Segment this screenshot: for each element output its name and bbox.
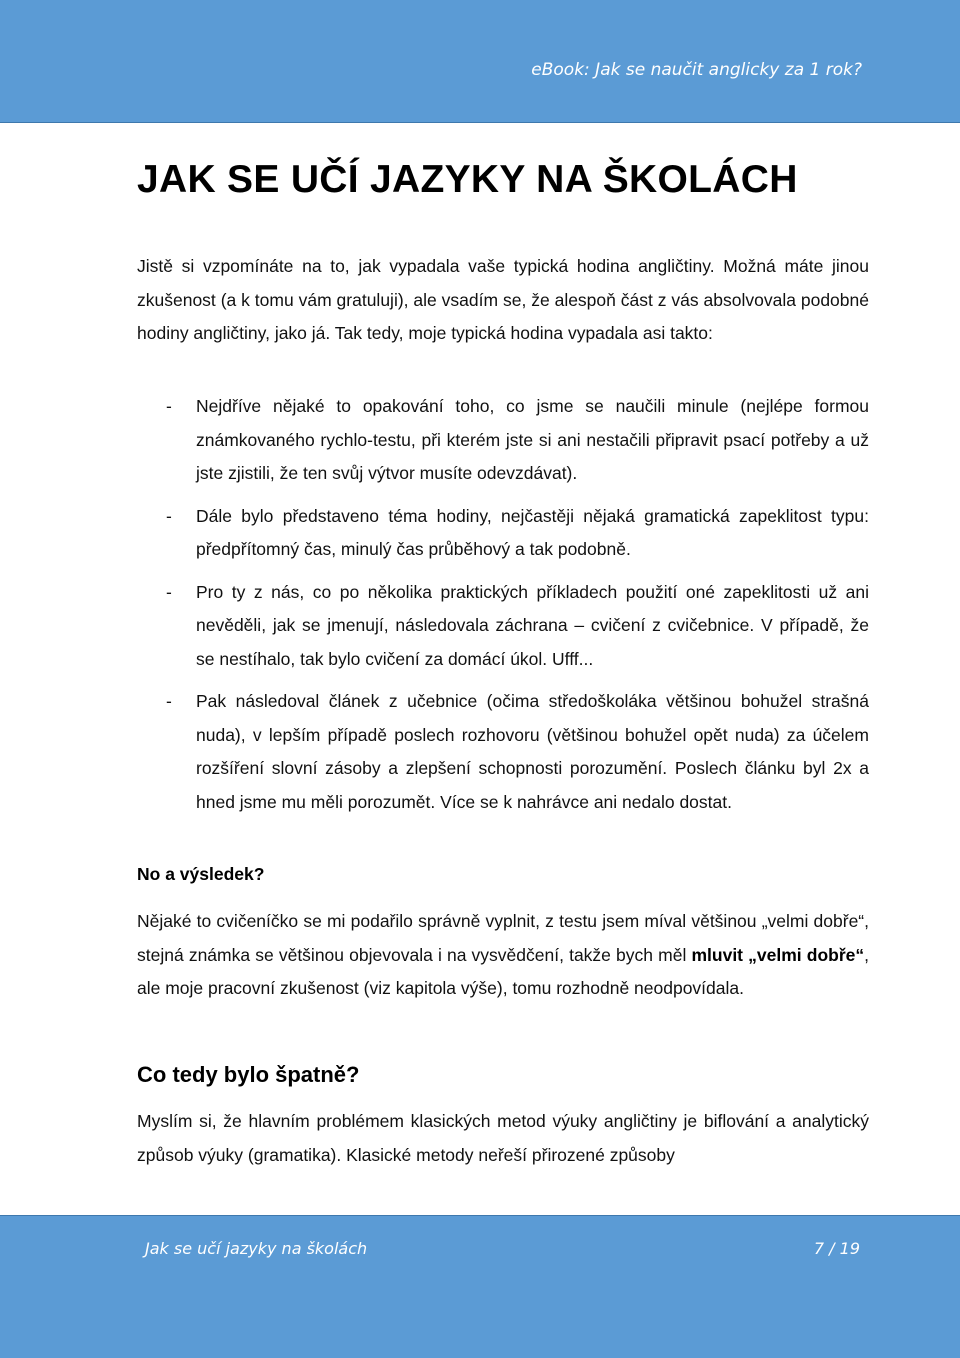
section-heading: Co tedy bylo špatně? <box>137 1062 360 1087</box>
ebook-title: eBook: Jak se naučit anglicky za 1 rok? <box>531 60 862 80</box>
chapter-heading: JAK SE UČÍ JAZYKY NA ŠKOLÁCH <box>137 158 798 201</box>
lesson-steps-list <box>137 390 869 828</box>
list-item-text: Pak následoval článek z učebnice (očima středoškoláka většinou bohužel strašná nuda), v lepším případě poslech rozhovoru (většinou bohužel opět nuda) za účelem rozšíření slovní zásoby a zlepšení schopnosti porozumění. Poslech článku byl 2x a hned jsme mu měli porozumět. Více se k nahrávce ani nedalo dostat. <box>196 691 869 812</box>
list-item <box>137 390 869 491</box>
list-item-text: Dále bylo představeno téma hodiny, nejčastěji nějaká gramatická zapeklitost typu: předpřítomný čas, minulý čas průběhový a tak podobně. <box>196 505 869 559</box>
list-item <box>137 685 869 819</box>
list-item-text: Nejdříve nějaké to opakování toho, co jsme se naučili minule (nejlépe formou známkovaného rychlo-testu, při kterém jste si ani nestačili připravit psací potřeby a už jste zjistili, že ten svůj výtvor musíte odevzdávat). <box>196 396 869 483</box>
bullet-dash: - <box>166 396 172 416</box>
list-item-text: Pro ty z nás, co po několika praktických příkladech použití oné zapeklitosti už ani nevěděli, jak se jmenují, následovala záchrana – cvičení z cvičebnice. V případě, že se nestíhalo, tak bylo cvičení za domácí úkol. Ufff... <box>196 581 869 669</box>
result-text-end: , ale moje pracovní zkušenost (viz kapitola výše), tomu rozhodně neodpovídala. <box>137 944 869 998</box>
page-number: 7 / 19 <box>813 1239 860 1258</box>
result-text-start: Nějaké to cvičeníčko se mi podařilo správně vyplnit, z testu jsem míval většinou „velmi dobře“, stejná známka se většinou objevovala i na vysvědčení, takže bych měl <box>137 911 869 965</box>
bullet-dash: - <box>166 581 172 602</box>
result-heading: No a výsledek? <box>137 864 265 884</box>
result-emphasis: mluvit „velmi dobře“ <box>691 944 865 965</box>
list-item <box>137 576 869 677</box>
bullet-dash: - <box>166 691 172 711</box>
list-item <box>137 500 869 567</box>
footer-chapter-title: Jak se učí jazyky na školách <box>145 1239 368 1258</box>
bullet-dash: - <box>166 505 172 526</box>
intro-paragraph: Jistě si vzpomínáte na to, jak vypadala vaše typická hodina angličtiny. Možná máte jinou zkušenost (a k tomu vám gratuluji), ale vsadím se, že alespoň část z vás absolvovala podobné hodiny angličtiny, jako já. Tak tedy, moje typická hodina vypadala asi takto: <box>137 256 869 343</box>
result-paragraph <box>137 905 869 1006</box>
page-footer <box>0 1215 960 1358</box>
section-paragraph: Myslím si, že hlavním problémem klasických metod výuky angličtiny je biflování a analytický způsob výuky (gramatika). Klasické metody neřeší přirozené způsoby <box>137 1111 869 1165</box>
